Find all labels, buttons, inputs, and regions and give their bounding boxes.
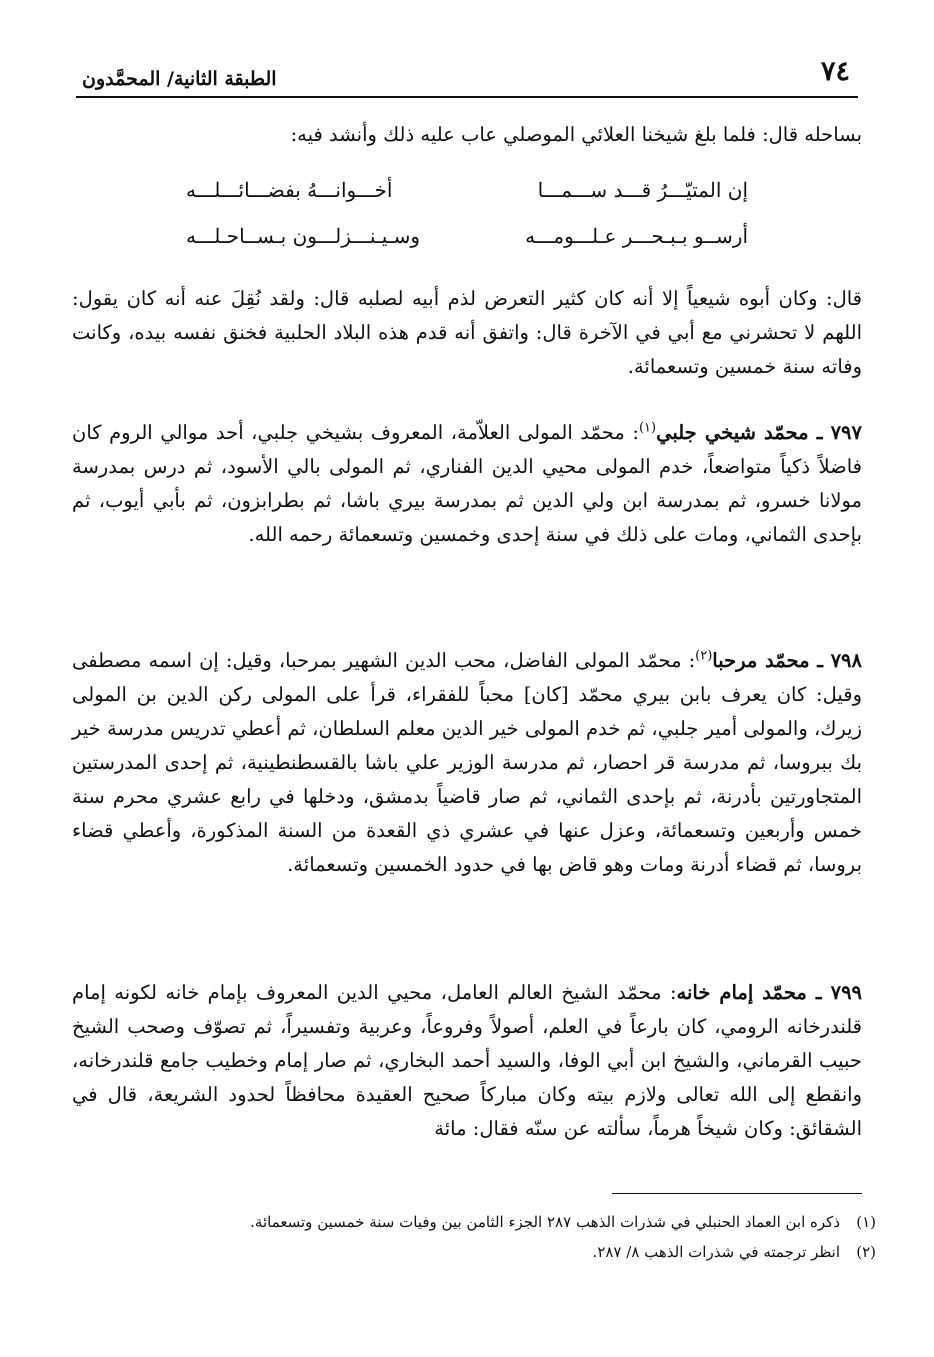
footnote-divider xyxy=(612,1193,862,1194)
footnote-1-number: (١) xyxy=(856,1213,876,1231)
footnote-ref-2: (٢) xyxy=(695,648,713,664)
running-head: الطبقة الثانية/ المحمَّدون xyxy=(82,68,277,90)
poem-verse-2 xyxy=(186,224,748,264)
entry-799-text: : محمّد الشيخ العالم العامل، محيي الدين المعروف بإمام خانه لكونه إمام قلندرخانه الرومي، كان بارعاً في العلم، أصولاً وفروعاً، وعربية وتفسيراً، ثم تصوّف وصحب الشيخ حبيب القرماني، والشيخ ابن أبي الوفا، والسيد أحمد البخاري، ثم صار إمام وخطيب جامع قلندرخانه، وانقطع إلى الله تعالى ولازم بيته وكان مباركاً صحيح العقيدة محافظاً لحدود الشريعة، قال في الشقائق: وكان شيخاً هرماً، سألته عن سنّه فقال: مائة xyxy=(72,981,862,1140)
footnote-2-text: انظر ترجمته في شذرات الذهب ٨/ ٢٨٧. xyxy=(592,1243,840,1261)
entry-799 xyxy=(72,976,862,1146)
intro-line: بساحله قال: فلما بلغ شيخنا العلائي الموصلي عاب عليه ذلك وأنشد فيه: xyxy=(290,123,862,146)
verse-1-second-hemistich: أخـــوانـــهُ بفضـــائـــلـــه xyxy=(186,178,393,202)
poem-verse-1 xyxy=(186,178,748,218)
paragraph-after-poem: قال: وكان أبوه شيعياً إلا أنه كان كثير التعرض لذم أبيه لصلبه قال: ولقد نُقِلَ عنه أنه كان يقول: اللهم لا تحشرني مع أبي في الآخرة قال: واتفق أنه قدم هذه البلاد الحلبية فخنق نفسه بيده، وكانت وفاته سنة خمسين وتسعمائة. xyxy=(72,287,862,378)
footnote-2 xyxy=(72,1240,876,1264)
footnote-1 xyxy=(72,1210,876,1234)
verse-1-first-hemistich: إن المتيّـــرُ قـــد ســـمـــا xyxy=(537,178,748,202)
page-number: ٧٤ xyxy=(820,56,850,87)
footnote-ref-1: (١) xyxy=(638,420,657,436)
entry-798-heading: ٧٩٨ ـ محمّد مرحبا xyxy=(712,649,862,672)
verse-2-second-hemistich: وسـيـنـــزلـــون بـســاحـلـــه xyxy=(186,224,421,248)
verse-2-first-hemistich: أرســو بـبـحـــر عـلـــومـــه xyxy=(525,224,748,248)
entry-799-heading: ٧٩٩ ـ محمّد إمام خانه xyxy=(676,981,863,1004)
page-header xyxy=(76,56,858,98)
entry-797-heading: ٧٩٧ ـ محمّد شيخي جلبي xyxy=(656,421,862,444)
entry-798 xyxy=(72,644,862,882)
entry-797-text: : محمّد المولى العلاّمة، المعروف بشيخي جلبي، أحد موالي الروم كان فاضلاً ذكياً متواضعاً، خدم المولى محيي الدين الفناري، ثم المولى بالي الأسود، ثم درس بمدرسة مولانا خسرو، ثم بمدرسة ابن ولي الدين ثم بمدرسة بيري باشا، ثم بطرابزون، ثم بأبي أيوب، ثم بإحدى الثماني، ومات على ذلك في سنة إحدى وخمسين وتسعمائة رحمه الله. xyxy=(72,421,862,546)
entry-798-text: : محمّد المولى الفاضل، محب الدين الشهير بمرحبا، وقيل: إن اسمه مصطفى وقيل: كان يعرف بابن بيري محمّد [كان] محباً للفقراء، قرأ على المولى ركن الدين بن المولى زيرك، والمولى أمير جلبي، ثم خدم المولى خير الدين معلم السلطان، ثم أعطي تدريس مدرسة خير بك ببروسا، ثم مدرسة قر احصار، ثم مدرسة الوزير علي باشا بالقسطنطينية، ثم إحدى المدرستين المتجاورتين بأدرنة، ثم بإحدى الثماني، ثم صار قاضياً بدمشق، ودخلها في رابع عشري محرم سنة خمس وأربعين وتسعمائة، وعزل عنها في عشري ذي القعدة من السنة المذكورة، وأعطي قضاء بروسا، ثم قضاء أدرنة ومات وهو قاض بها في حدود الخمسين وتسعمائة. xyxy=(72,649,862,876)
footnote-1-text: ذكره ابن العماد الحنبلي في شذرات الذهب ٢٨٧ الجزء الثامن بين وفيات سنة خمسين وتسعمائة. xyxy=(250,1213,840,1231)
entry-797 xyxy=(72,416,862,552)
footnote-2-number: (٢) xyxy=(856,1243,876,1261)
